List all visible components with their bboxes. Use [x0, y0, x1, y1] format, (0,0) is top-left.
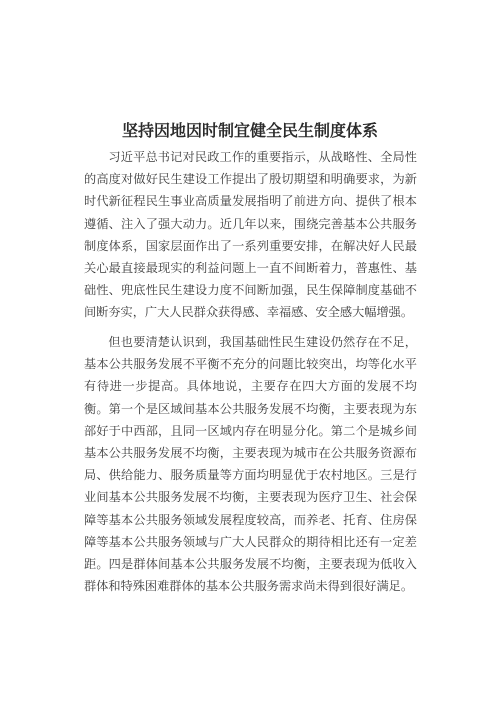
- paragraph-2: 但也要清楚认识到，我国基础性民生建设仍然存在不足，基本公共服务发展不平衡不充分的问题比较突出，均等化水平有待进一步提高。具体地说，主要存在四大方面的发展不均衡。第一个是区域间基本公共服务发展不均衡，主要表现为东部好于中西部，且同一区域内存在明显分化。第二个是城乡间基本公共服务发展不均衡，主要表现为城市在公共服务资源布局、供给能力、服务质量等方面均明显优于农村地区。三是行业间基本公共服务发展不均衡，主要表现为医疗卫生、社会保障等基本公共服务领域发展程度较高，而养老、托育、住房保障等基本公共服务领域与广大人民群众的期待相比还有一定差距。四是群体间基本公共服务发展不均衡，主要表现为低收入群体和特殊困难群体的基本公共服务需求尚未得到很好满足。: [84, 335, 417, 594]
- document-title: 坚持因地因时制宜健全民生制度体系: [121, 121, 378, 140]
- paragraph-1: 习近平总书记对民政工作的重要指示，从战略性、全局性的高度对做好民生建设工作提出了殷切期望和明确要求，为新时代新征程民生事业高质量发展指明了前进方向、提供了根本遵循、注入了强大动力。近几年以来，围绕完善基本公共服务制度体系，国家层面作出了一系列重要安排，在解决好人民最关心最直接最现实的利益问题上一直不间断着力，普惠性、基础性、兜底性民生建设力度不间断加强，民生保障制度基础不间断夯实，广大人民群众获得感、幸福感、安全感大幅增强。: [84, 150, 417, 320]
